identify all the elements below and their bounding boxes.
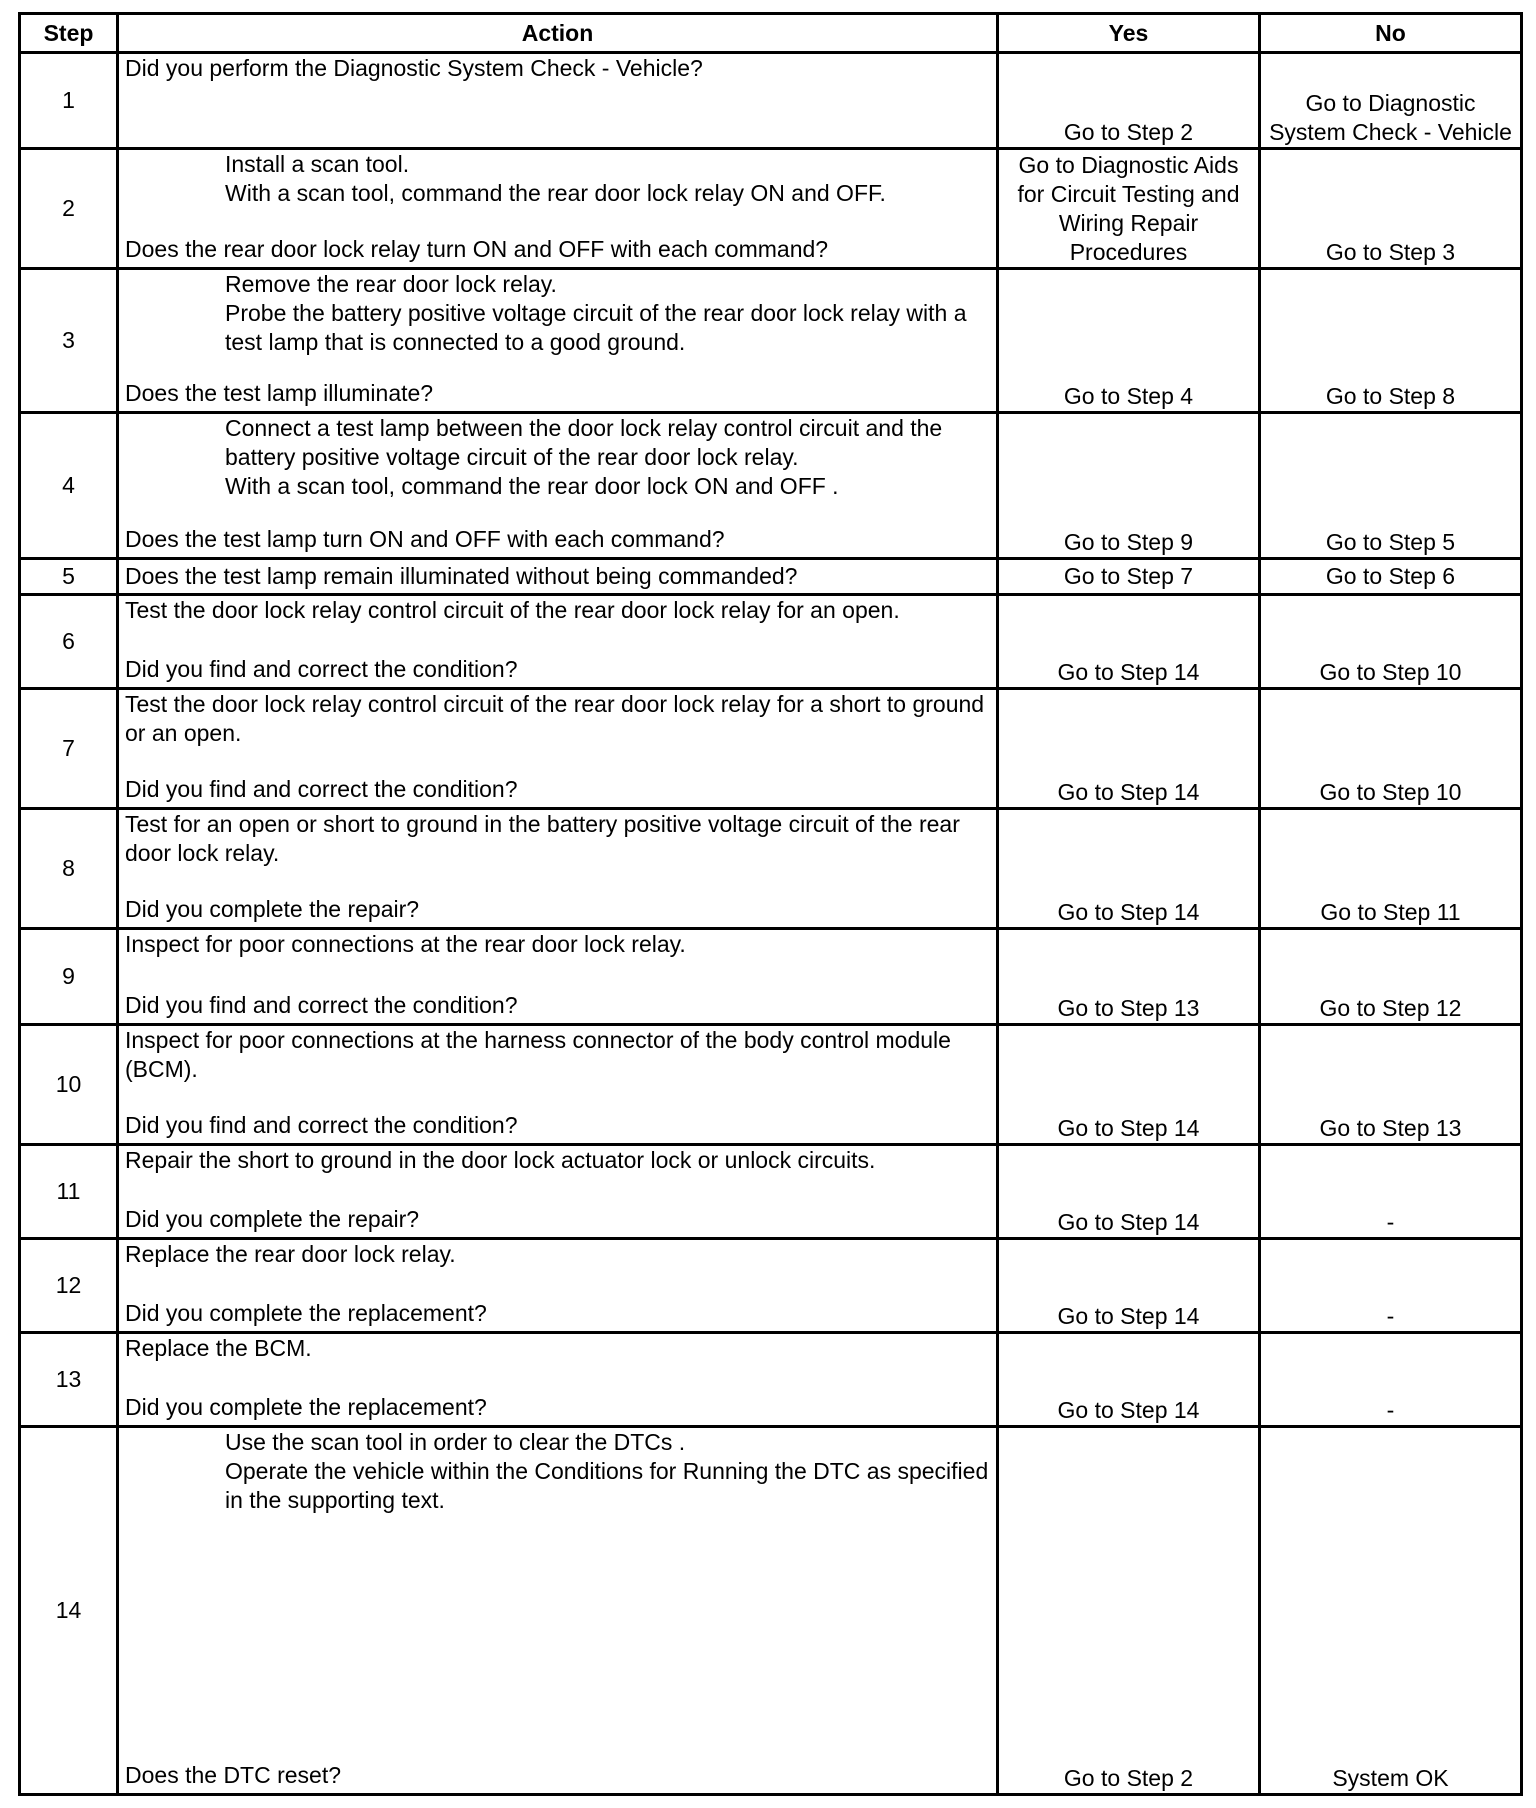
no-outcome: System OK	[1260, 1427, 1522, 1795]
table-row	[20, 809, 1522, 929]
action-cell	[118, 53, 998, 149]
yes-outcome: Go to Step 14	[998, 689, 1260, 809]
action-cell	[118, 413, 998, 559]
yes-outcome: Go to Step 14	[998, 1145, 1260, 1239]
action-question: Did you complete the repair?	[125, 1206, 420, 1232]
table-row	[20, 689, 1522, 809]
no-outcome: Go to Step 8	[1260, 269, 1522, 413]
no-outcome: Go to Step 3	[1260, 149, 1522, 269]
table-row	[20, 595, 1522, 689]
yes-outcome: Go to Step 9	[998, 413, 1260, 559]
action-cell	[118, 1427, 998, 1795]
action-question: Did you complete the replacement?	[125, 1394, 487, 1420]
action-cell	[118, 269, 998, 413]
step-number: 4	[20, 413, 118, 559]
table-row	[20, 559, 1522, 595]
action-text: Test for an open or short to ground in the battery positive voltage circuit of the rear door lock relay.	[125, 811, 960, 866]
no-outcome: Go to Step 13	[1260, 1025, 1522, 1145]
action-text: Test the door lock relay control circuit of the rear door lock relay for an open.	[125, 597, 900, 623]
action-question: Does the test lamp turn ON and OFF with each command?	[125, 526, 725, 552]
table-row	[20, 1025, 1522, 1145]
action-cell	[118, 1145, 998, 1239]
action-instruction: Operate the vehicle within the Conditions for Running the DTC as specified in the supporting text.	[225, 1458, 989, 1513]
step-number: 8	[20, 809, 118, 929]
action-instruction: Use the scan tool in order to clear the DTCs .	[225, 1429, 686, 1455]
action-question: Does the rear door lock relay turn ON and OFF with each command?	[125, 236, 829, 262]
action-text: Inspect for poor connections at the harness connector of the body control module (BCM).	[125, 1027, 951, 1082]
action-text: Replace the BCM.	[125, 1335, 312, 1361]
action-text: Repair the short to ground in the door lock actuator lock or unlock circuits.	[125, 1147, 876, 1173]
step-number: 5	[20, 559, 118, 595]
header-no: No	[1260, 14, 1522, 53]
header-row	[20, 14, 1522, 53]
step-number: 12	[20, 1239, 118, 1333]
action-question: Did you perform the Diagnostic System Check - Vehicle?	[125, 55, 703, 81]
action-text: Test the door lock relay control circuit of the rear door lock relay for a short to ground or an open.	[125, 691, 985, 746]
step-number: 2	[20, 149, 118, 269]
action-question: Does the test lamp illuminate?	[125, 380, 434, 406]
no-outcome: Go to Step 10	[1260, 595, 1522, 689]
no-outcome: Go to Step 5	[1260, 413, 1522, 559]
yes-outcome: Go to Step 14	[998, 595, 1260, 689]
step-number: 11	[20, 1145, 118, 1239]
table-row	[20, 1145, 1522, 1239]
action-instruction: Install a scan tool.	[225, 151, 410, 177]
yes-outcome: Go to Step 4	[998, 269, 1260, 413]
action-question: Did you complete the replacement?	[125, 1300, 487, 1326]
action-question: Did you find and correct the condition?	[125, 992, 518, 1018]
table-row	[20, 929, 1522, 1025]
yes-outcome: Go to Diagnostic Aids for Circuit Testing and Wiring Repair Procedures	[998, 149, 1260, 269]
no-outcome: Go to Step 6	[1260, 559, 1522, 595]
table-row	[20, 1239, 1522, 1333]
action-cell	[118, 809, 998, 929]
header-step: Step	[20, 14, 118, 53]
step-number: 14	[20, 1427, 118, 1795]
no-outcome: Go to Diagnostic System Check - Vehicle	[1260, 53, 1522, 149]
step-number: 3	[20, 269, 118, 413]
step-number: 9	[20, 929, 118, 1025]
step-number: 10	[20, 1025, 118, 1145]
table-row	[20, 269, 1522, 413]
action-question: Did you find and correct the condition?	[125, 656, 518, 682]
no-outcome: -	[1260, 1333, 1522, 1427]
action-cell	[118, 1025, 998, 1145]
yes-outcome: Go to Step 2	[998, 53, 1260, 149]
yes-outcome: Go to Step 13	[998, 929, 1260, 1025]
step-number: 7	[20, 689, 118, 809]
header-yes: Yes	[998, 14, 1260, 53]
no-outcome: -	[1260, 1145, 1522, 1239]
step-number: 1	[20, 53, 118, 149]
action-cell	[118, 595, 998, 689]
no-outcome: Go to Step 10	[1260, 689, 1522, 809]
table-row	[20, 1333, 1522, 1427]
action-question: Did you find and correct the condition?	[125, 776, 518, 802]
table-row	[20, 53, 1522, 149]
yes-outcome: Go to Step 14	[998, 1333, 1260, 1427]
header-action: Action	[118, 14, 998, 53]
action-instruction: With a scan tool, command the rear door lock relay ON and OFF.	[225, 180, 886, 206]
action-text: Replace the rear door lock relay.	[125, 1241, 456, 1267]
yes-outcome: Go to Step 7	[998, 559, 1260, 595]
action-question: Does the test lamp remain illuminated without being commanded?	[125, 563, 798, 589]
action-cell	[118, 1239, 998, 1333]
table-row	[20, 149, 1522, 269]
action-cell	[118, 559, 998, 595]
action-instruction: Connect a test lamp between the door lock relay control circuit and the battery positive voltage circuit of the rear door lock relay.	[225, 415, 943, 470]
action-text: Inspect for poor connections at the rear door lock relay.	[125, 931, 686, 957]
action-cell	[118, 1333, 998, 1427]
table-row	[20, 413, 1522, 559]
action-question: Did you find and correct the condition?	[125, 1112, 518, 1138]
no-outcome: Go to Step 11	[1260, 809, 1522, 929]
action-instruction: Remove the rear door lock relay.	[225, 271, 557, 297]
action-instruction: Probe the battery positive voltage circuit of the rear door lock relay with a test lamp that is connected to a good ground.	[225, 300, 967, 355]
action-question: Did you complete the repair?	[125, 896, 420, 922]
yes-outcome: Go to Step 14	[998, 1239, 1260, 1333]
action-instruction: With a scan tool, command the rear door lock ON and OFF .	[225, 473, 839, 499]
action-cell	[118, 689, 998, 809]
action-cell	[118, 149, 998, 269]
action-cell	[118, 929, 998, 1025]
step-number: 13	[20, 1333, 118, 1427]
no-outcome: Go to Step 12	[1260, 929, 1522, 1025]
table-row	[20, 1427, 1522, 1795]
action-question: Does the DTC reset?	[125, 1762, 342, 1788]
yes-outcome: Go to Step 2	[998, 1427, 1260, 1795]
yes-outcome: Go to Step 14	[998, 809, 1260, 929]
yes-outcome: Go to Step 14	[998, 1025, 1260, 1145]
diagnostic-table	[18, 12, 1523, 1796]
no-outcome: -	[1260, 1239, 1522, 1333]
step-number: 6	[20, 595, 118, 689]
